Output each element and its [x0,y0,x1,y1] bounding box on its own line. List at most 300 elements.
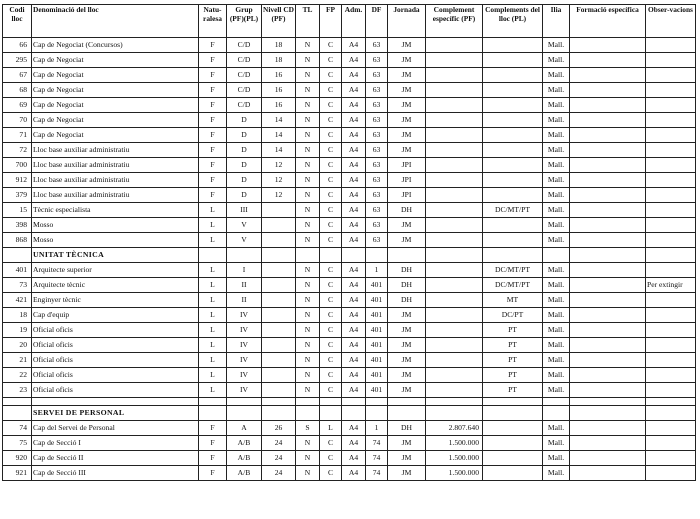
cell-fp: C [320,53,342,68]
cell-naturalesa: F [199,98,227,113]
cell-tl: N [296,308,320,323]
cell-denominacio: Cap de Negociat [32,98,199,113]
cell-denominacio: Cap de Negociat [32,113,199,128]
cell-nivell [262,353,296,368]
cell-tl: N [296,293,320,308]
cell-df: 63 [366,203,388,218]
cell-jornada: JM [388,53,426,68]
table-row [3,38,696,53]
cell-adm: A4 [342,128,366,143]
cell-fp: C [320,158,342,173]
cell-adm: A4 [342,466,366,481]
cell-naturalesa: L [199,308,227,323]
spacer-cell [320,398,342,406]
cell-tl: N [296,466,320,481]
cell-fp: C [320,353,342,368]
spacer-cell [483,398,543,406]
cell-grup: C/D [227,53,262,68]
cell-formacio [570,383,646,398]
cell-nivell: 26 [262,421,296,436]
cell-observacions [646,421,696,436]
cell-ilia: Mall. [543,38,570,53]
cell-observacions [646,218,696,233]
cell-jornada: JM [388,466,426,481]
cell-df: 401 [366,383,388,398]
section-cell [366,406,388,421]
cell-observacions [646,83,696,98]
cell-df: 401 [366,323,388,338]
cell-ilia: Mall. [543,278,570,293]
cell-observacions [646,263,696,278]
cell-complement-pf [426,383,483,398]
section-title: UNITAT TÈCNICA [32,248,199,263]
cell-complement-pf [426,158,483,173]
cell-observacions [646,466,696,481]
cell-complements-pl [483,68,543,83]
spacer-cell [3,398,32,406]
section-title: SERVEI DE PERSONAL [32,406,199,421]
section-cell [388,406,426,421]
spacer-cell [262,398,296,406]
cell-naturalesa: L [199,383,227,398]
cell-ilia: Mall. [543,368,570,383]
cell-nivell [262,203,296,218]
cell-jornada: JM [388,68,426,83]
cell-adm: A4 [342,83,366,98]
cell-complements-pl: PT [483,353,543,368]
cell-codi: 74 [3,421,32,436]
cell-denominacio: Arquitecte tècnic [32,278,199,293]
cell-grup: II [227,293,262,308]
cell-denominacio: Lloc base auxiliar administratiu [32,173,199,188]
cell-complements-pl [483,98,543,113]
table-row [3,233,696,248]
cell-jornada: JPI [388,188,426,203]
cell-complement-pf [426,83,483,98]
cell-observacions [646,233,696,248]
cell-complement-pf [426,68,483,83]
cell-tl: N [296,68,320,83]
cell-jornada: JM [388,436,426,451]
cell-complement-pf [426,188,483,203]
cell-fp: C [320,218,342,233]
cell-grup: A/B [227,436,262,451]
cell-tl: N [296,113,320,128]
cell-tl: N [296,278,320,293]
cell-df: 1 [366,421,388,436]
cell-observacions [646,68,696,83]
table-row [3,338,696,353]
cell-formacio [570,353,646,368]
cell-complement-pf [426,278,483,293]
cell-df: 63 [366,113,388,128]
cell-nivell: 24 [262,466,296,481]
cell-tl: N [296,451,320,466]
cell-nivell: 12 [262,173,296,188]
cell-observacions [646,293,696,308]
cell-denominacio: Lloc base auxiliar administratiu [32,143,199,158]
cell-complements-pl: DC/MT/PT [483,263,543,278]
cell-codi: 398 [3,218,32,233]
cell-codi: 72 [3,143,32,158]
spacer-cell [426,398,483,406]
cell-naturalesa: F [199,68,227,83]
cell-complement-pf [426,128,483,143]
section-cell [320,248,342,263]
cell-denominacio: Cap d'equip [32,308,199,323]
cell-codi: 21 [3,353,32,368]
header-fp: FP [320,5,342,38]
cell-complements-pl [483,113,543,128]
cell-jornada: DH [388,203,426,218]
cell-denominacio: Cap de Negociat (Concursos) [32,38,199,53]
cell-jornada: DH [388,293,426,308]
cell-denominacio: Lloc base auxiliar administratiu [32,158,199,173]
cell-tl: N [296,158,320,173]
cell-ilia: Mall. [543,338,570,353]
cell-codi: 75 [3,436,32,451]
cell-nivell [262,383,296,398]
cell-df: 63 [366,218,388,233]
cell-denominacio: Cap del Servei de Personal [32,421,199,436]
cell-denominacio: Oficial oficis [32,368,199,383]
cell-codi: 67 [3,68,32,83]
cell-ilia: Mall. [543,83,570,98]
cell-formacio [570,158,646,173]
cell-formacio [570,53,646,68]
cell-complements-pl [483,188,543,203]
cell-nivell [262,308,296,323]
header-adm: Adm. [342,5,366,38]
cell-fp: C [320,263,342,278]
cell-formacio [570,233,646,248]
cell-adm: A4 [342,421,366,436]
cell-ilia: Mall. [543,436,570,451]
cell-denominacio: Oficial oficis [32,353,199,368]
cell-fp: C [320,38,342,53]
cell-fp: L [320,421,342,436]
cell-adm: A4 [342,338,366,353]
cell-formacio [570,113,646,128]
table-row [3,83,696,98]
table-row [3,263,696,278]
cell-codi: 295 [3,53,32,68]
cell-df: 63 [366,158,388,173]
cell-complements-pl: PT [483,368,543,383]
cell-nivell: 16 [262,83,296,98]
cell-jornada: JM [388,353,426,368]
header-denominacio: Denominació del lloc [32,5,199,38]
table-row [3,173,696,188]
cell-df: 63 [366,53,388,68]
cell-tl: N [296,173,320,188]
cell-formacio [570,68,646,83]
cell-tl: N [296,338,320,353]
cell-df: 74 [366,466,388,481]
cell-complement-pf [426,53,483,68]
cell-observacions [646,53,696,68]
cell-jornada: JM [388,383,426,398]
spacer-cell [388,398,426,406]
cell-naturalesa: F [199,53,227,68]
cell-denominacio: Lloc base auxiliar administratiu [32,188,199,203]
cell-formacio [570,278,646,293]
cell-naturalesa: L [199,233,227,248]
cell-complements-pl [483,38,543,53]
cell-complements-pl [483,451,543,466]
cell-naturalesa: F [199,113,227,128]
cell-tl: N [296,383,320,398]
cell-adm: A4 [342,278,366,293]
cell-fp: C [320,436,342,451]
cell-complement-pf [426,113,483,128]
cell-df: 63 [366,128,388,143]
cell-denominacio: Cap de Negociat [32,128,199,143]
cell-complements-pl [483,173,543,188]
cell-fp: C [320,98,342,113]
cell-adm: A4 [342,233,366,248]
cell-formacio [570,308,646,323]
cell-jornada: DH [388,263,426,278]
cell-formacio [570,293,646,308]
cell-tl: N [296,188,320,203]
cell-grup: IV [227,353,262,368]
cell-ilia: Mall. [543,203,570,218]
cell-df: 74 [366,451,388,466]
cell-grup: C/D [227,98,262,113]
cell-complements-pl [483,436,543,451]
cell-denominacio: Mosso [32,233,199,248]
header-jornada: Jornada [388,5,426,38]
cell-jornada: JM [388,218,426,233]
cell-nivell [262,293,296,308]
cell-complements-pl: DC/MT/PT [483,203,543,218]
cell-nivell: 12 [262,158,296,173]
cell-fp: C [320,68,342,83]
cell-complement-pf [426,233,483,248]
cell-jornada: JM [388,338,426,353]
cell-observacions [646,173,696,188]
header-complements-pl: Complements del lloc (PL) [483,5,543,38]
section-code-cell [3,248,32,263]
section-cell [199,248,227,263]
spacer-cell [342,398,366,406]
cell-denominacio: Tècnic especialista [32,203,199,218]
cell-nivell: 14 [262,143,296,158]
cell-codi: 22 [3,368,32,383]
cell-nivell: 24 [262,451,296,466]
table-row [3,278,696,293]
cell-naturalesa: F [199,158,227,173]
cell-nivell: 14 [262,113,296,128]
cell-observacions [646,323,696,338]
section-cell [570,248,646,263]
cell-naturalesa: F [199,38,227,53]
cell-grup: C/D [227,83,262,98]
cell-grup: IV [227,338,262,353]
cell-formacio [570,338,646,353]
cell-formacio [570,173,646,188]
table-row [3,293,696,308]
table-row [3,203,696,218]
cell-nivell [262,233,296,248]
cell-df: 63 [366,188,388,203]
table-row [3,68,696,83]
cell-denominacio: Cap de Negociat [32,68,199,83]
table-row [3,113,696,128]
cell-observacions [646,436,696,451]
spacer-cell [570,398,646,406]
cell-fp: C [320,173,342,188]
cell-grup: A/B [227,466,262,481]
cell-grup: III [227,203,262,218]
cell-complement-pf [426,98,483,113]
cell-formacio [570,218,646,233]
cell-complement-pf [426,173,483,188]
cell-grup: I [227,263,262,278]
section-cell [262,406,296,421]
cell-formacio [570,436,646,451]
cell-formacio [570,83,646,98]
cell-adm: A4 [342,368,366,383]
cell-naturalesa: F [199,128,227,143]
section-cell [483,248,543,263]
cell-nivell: 16 [262,68,296,83]
cell-observacions [646,113,696,128]
cell-nivell [262,218,296,233]
cell-complements-pl [483,53,543,68]
section-cell [320,406,342,421]
cell-naturalesa: L [199,263,227,278]
section-cell [426,406,483,421]
cell-ilia: Mall. [543,53,570,68]
cell-ilia: Mall. [543,263,570,278]
cell-df: 401 [366,353,388,368]
cell-observacions: Per extingir [646,278,696,293]
cell-fp: C [320,113,342,128]
cell-codi: 19 [3,323,32,338]
cell-observacions [646,368,696,383]
cell-tl: N [296,368,320,383]
cell-nivell: 18 [262,38,296,53]
table-row [3,188,696,203]
cell-jornada: JM [388,143,426,158]
cell-tl: N [296,218,320,233]
cell-denominacio: Cap de Secció II [32,451,199,466]
header-codi: Codi lloc [3,5,32,38]
cell-complement-pf [426,293,483,308]
cell-tl: N [296,353,320,368]
header-tl: TL [296,5,320,38]
cell-naturalesa: F [199,173,227,188]
cell-jornada: DH [388,421,426,436]
cell-adm: A4 [342,308,366,323]
cell-codi: 70 [3,113,32,128]
cell-observacions [646,38,696,53]
cell-naturalesa: L [199,353,227,368]
table-row [3,368,696,383]
cell-fp: C [320,308,342,323]
cell-ilia: Mall. [543,466,570,481]
cell-nivell: 18 [262,53,296,68]
spacer-cell [366,398,388,406]
cell-codi: 921 [3,466,32,481]
cell-naturalesa: L [199,323,227,338]
cell-tl: N [296,323,320,338]
cell-tl: N [296,38,320,53]
cell-adm: A4 [342,158,366,173]
cell-jornada: JM [388,98,426,113]
section-cell [646,248,696,263]
table-row [3,128,696,143]
cell-ilia: Mall. [543,353,570,368]
cell-grup: IV [227,308,262,323]
cell-df: 401 [366,293,388,308]
cell-naturalesa: L [199,338,227,353]
cell-fp: C [320,233,342,248]
cell-grup: D [227,128,262,143]
cell-ilia: Mall. [543,293,570,308]
cell-df: 63 [366,173,388,188]
cell-codi: 379 [3,188,32,203]
cell-complement-pf [426,353,483,368]
table-row [3,353,696,368]
section-cell [543,406,570,421]
cell-nivell: 16 [262,98,296,113]
cell-naturalesa: F [199,421,227,436]
cell-ilia: Mall. [543,323,570,338]
cell-tl: N [296,263,320,278]
section-cell [296,406,320,421]
cell-codi: 23 [3,383,32,398]
cell-ilia: Mall. [543,173,570,188]
cell-complement-pf [426,338,483,353]
cell-formacio [570,323,646,338]
cell-complement-pf: 1.500.000 [426,451,483,466]
cell-ilia: Mall. [543,383,570,398]
cell-adm: A4 [342,353,366,368]
cell-complements-pl: DC/PT [483,308,543,323]
cell-nivell: 12 [262,188,296,203]
cell-naturalesa: L [199,368,227,383]
section-cell [366,248,388,263]
table-row [3,158,696,173]
cell-tl: N [296,233,320,248]
cell-jornada: JM [388,38,426,53]
cell-tl: S [296,421,320,436]
section-unitat-tecnica [3,248,696,263]
cell-grup: D [227,113,262,128]
cell-df: 63 [366,83,388,98]
cell-adm: A4 [342,143,366,158]
cell-df: 401 [366,308,388,323]
cell-df: 74 [366,436,388,451]
cell-complements-pl: MT [483,293,543,308]
cell-ilia: Mall. [543,158,570,173]
cell-ilia: Mall. [543,218,570,233]
cell-naturalesa: F [199,466,227,481]
cell-adm: A4 [342,323,366,338]
cell-ilia: Mall. [543,421,570,436]
cell-codi: 69 [3,98,32,113]
cell-fp: C [320,188,342,203]
table-row [3,451,696,466]
cell-grup: A [227,421,262,436]
cell-complements-pl [483,421,543,436]
cell-jornada: JM [388,451,426,466]
cell-formacio [570,143,646,158]
cell-formacio [570,466,646,481]
